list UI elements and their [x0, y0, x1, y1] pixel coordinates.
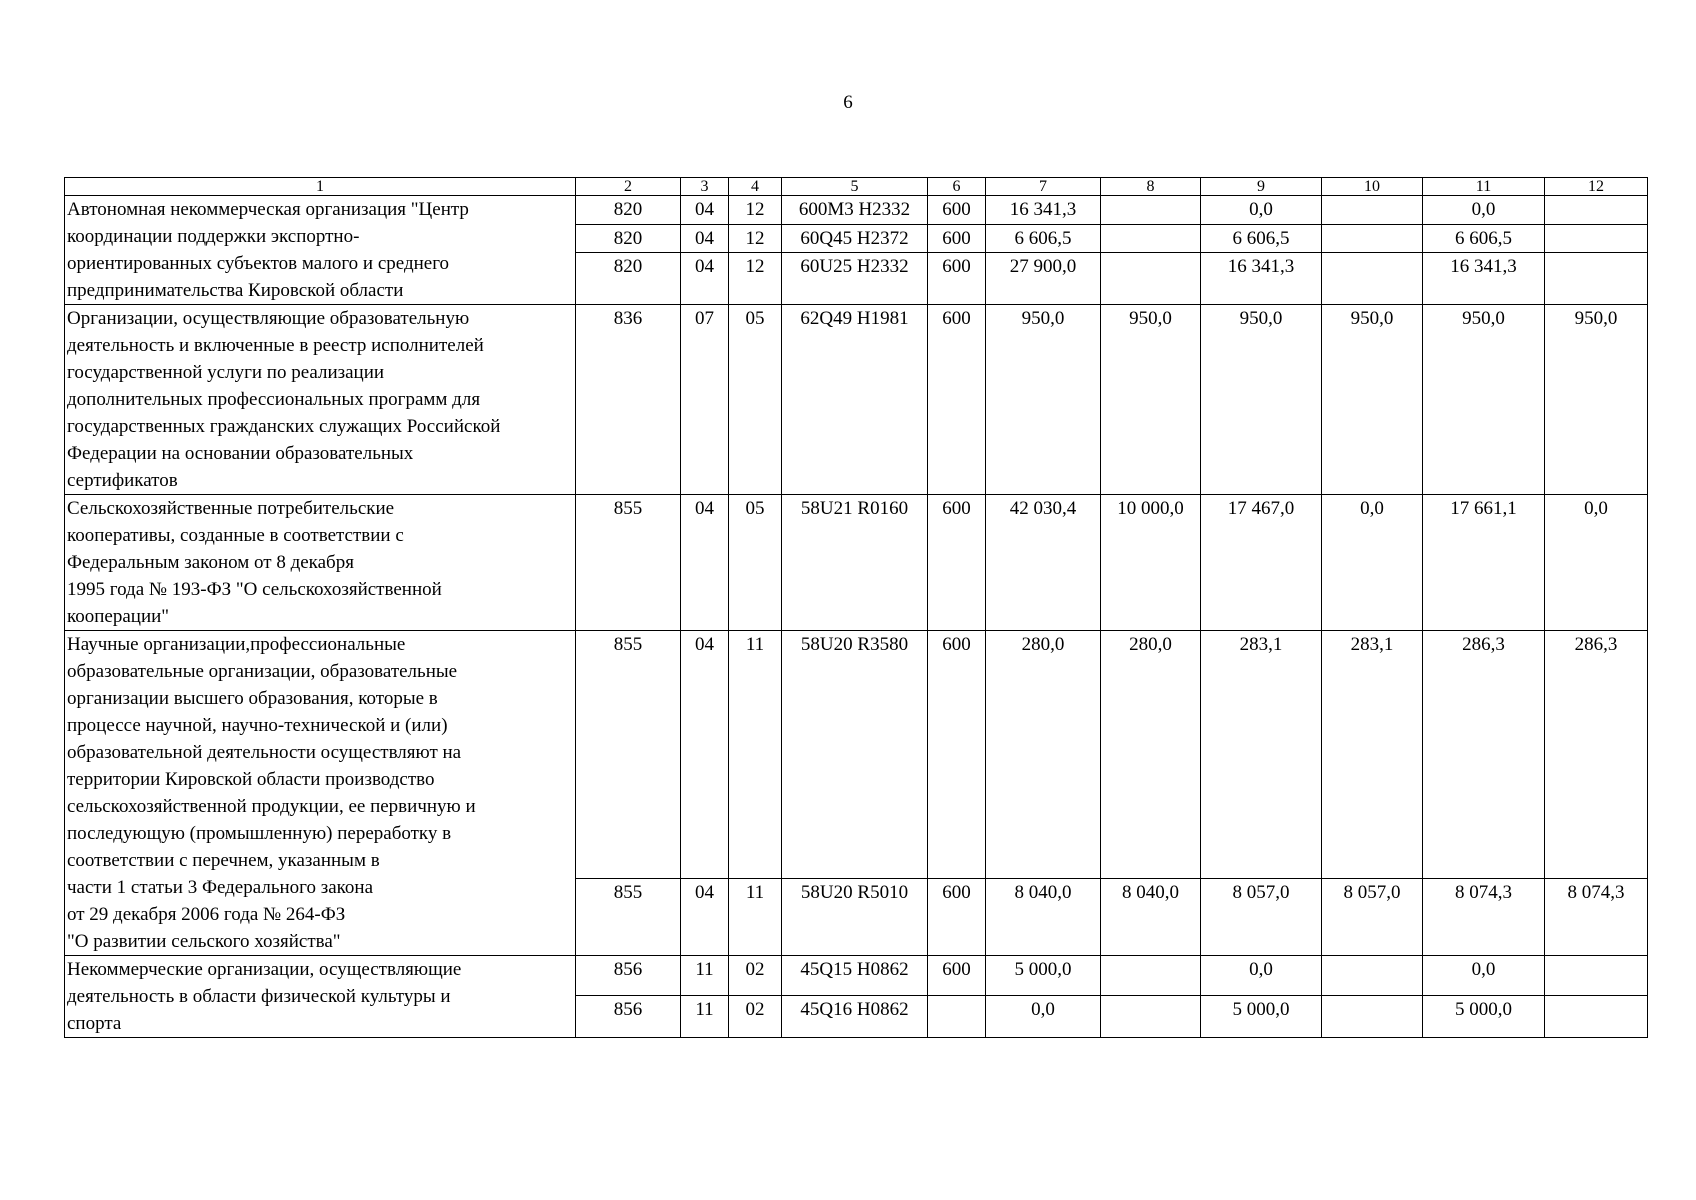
organization-line: последующую (промышленную) переработку в — [67, 823, 452, 844]
table-cell-col-12: 0,0 — [1545, 495, 1648, 631]
organization-line: деятельность и включенные в реестр исполнителей — [67, 335, 484, 356]
table-cell-col-11: 6 606,5 — [1423, 224, 1545, 253]
table-cell-col-10 — [1322, 196, 1423, 225]
organization-line: государственной услуги по реализации — [67, 362, 385, 383]
table-cell-col-2: 856 — [576, 956, 681, 996]
organization-line: координации поддержки экспортно- — [67, 226, 360, 247]
table-cell-col-9: 17 467,0 — [1201, 495, 1322, 631]
table-cell-col-10: 950,0 — [1322, 305, 1423, 495]
table-cell-col-9: 16 341,3 — [1201, 253, 1322, 305]
table-cell-col-12 — [1545, 196, 1648, 225]
column-header: 2 — [576, 178, 681, 196]
table-row — [65, 495, 1648, 631]
table-cell-col-11: 8 074,3 — [1423, 879, 1545, 956]
organization-line: кооперации" — [67, 606, 170, 627]
table-cell-col-3: 04 — [681, 224, 729, 253]
table-cell-col-4: 11 — [729, 631, 782, 879]
table-cell-col-2: 820 — [576, 196, 681, 225]
table-cell-col-4: 12 — [729, 253, 782, 305]
table-cell-col-5: 62Q49 Н1981 — [782, 305, 928, 495]
table-cell-col-4: 02 — [729, 995, 782, 1037]
table-cell-col-4: 05 — [729, 495, 782, 631]
table-cell-col-6: 600 — [928, 224, 986, 253]
organization-line: Федеральным законом от 8 декабря — [67, 552, 354, 573]
table-cell-col-10 — [1322, 995, 1423, 1037]
organization-line: "О развитии сельского хозяйства" — [67, 931, 341, 952]
table-cell-col-6: 600 — [928, 253, 986, 305]
table-cell-col-3: 11 — [681, 995, 729, 1037]
table-cell-col-9: 8 057,0 — [1201, 879, 1322, 956]
table-cell-col-4: 05 — [729, 305, 782, 495]
table-cell-col-9: 0,0 — [1201, 196, 1322, 225]
organization-cell — [65, 631, 576, 956]
organization-line: ориентированных субъектов малого и среднего — [67, 253, 450, 274]
table-cell-col-6: 600 — [928, 631, 986, 879]
column-header: 1 — [65, 178, 576, 196]
table-cell-col-11: 950,0 — [1423, 305, 1545, 495]
table-cell-col-6: 600 — [928, 495, 986, 631]
organization-line: части 1 статьи 3 Федерального закона — [67, 877, 374, 898]
table-cell-col-6: 600 — [928, 305, 986, 495]
organization-cell — [65, 495, 576, 631]
table-cell-col-2: 820 — [576, 253, 681, 305]
table-cell-col-4: 02 — [729, 956, 782, 996]
table-cell-col-8 — [1101, 253, 1201, 305]
table-cell-col-7: 280,0 — [986, 631, 1101, 879]
organization-line: от 29 декабря 2006 года № 264-ФЗ — [67, 904, 346, 925]
organization-line: спорта — [67, 1013, 122, 1034]
table-row — [65, 196, 1648, 225]
table-cell-col-3: 04 — [681, 879, 729, 956]
table-cell-col-3: 04 — [681, 196, 729, 225]
table-cell-col-11: 16 341,3 — [1423, 253, 1545, 305]
table-cell-col-3: 04 — [681, 253, 729, 305]
table-cell-col-7: 950,0 — [986, 305, 1101, 495]
table-cell-col-11: 0,0 — [1423, 196, 1545, 225]
column-header: 7 — [986, 178, 1101, 196]
column-header: 10 — [1322, 178, 1423, 196]
table-row — [65, 305, 1648, 495]
column-header: 9 — [1201, 178, 1322, 196]
organization-line: соответствии с перечнем, указанным в — [67, 850, 380, 871]
table-cell-col-6: 600 — [928, 879, 986, 956]
table-cell-col-12 — [1545, 995, 1648, 1037]
table-cell-col-8 — [1101, 224, 1201, 253]
table-cell-col-3: 04 — [681, 631, 729, 879]
table-cell-col-12 — [1545, 956, 1648, 996]
table-cell-col-8 — [1101, 995, 1201, 1037]
table-cell-col-7: 42 030,4 — [986, 495, 1101, 631]
organization-line: образовательной деятельности осуществляют на — [67, 742, 462, 763]
table-cell-col-11: 286,3 — [1423, 631, 1545, 879]
table-cell-col-10 — [1322, 253, 1423, 305]
table-row — [65, 631, 1648, 879]
table-cell-col-12: 950,0 — [1545, 305, 1648, 495]
table-cell-col-11: 0,0 — [1423, 956, 1545, 996]
table-cell-col-8: 280,0 — [1101, 631, 1201, 879]
table-cell-col-5: 58U21 R0160 — [782, 495, 928, 631]
organization-line: Организации, осуществляющие образовательную — [67, 308, 470, 329]
table-cell-col-5: 58U20 R5010 — [782, 879, 928, 956]
budget-table — [64, 177, 1648, 1038]
table-cell-col-7: 8 040,0 — [986, 879, 1101, 956]
table-cell-col-5: 600М3 Н2332 — [782, 196, 928, 225]
table-cell-col-9: 5 000,0 — [1201, 995, 1322, 1037]
table-cell-col-5: 60Q45 Н2372 — [782, 224, 928, 253]
table-body — [65, 178, 1648, 1038]
organization-line: Сельскохозяйственные потребительские — [67, 498, 395, 519]
table-row — [65, 956, 1648, 996]
table-cell-col-7: 0,0 — [986, 995, 1101, 1037]
table-cell-col-2: 820 — [576, 224, 681, 253]
organization-cell — [65, 956, 576, 1038]
organization-line: процессе научной, научно-технической и (или) — [67, 715, 448, 736]
table-cell-col-3: 11 — [681, 956, 729, 996]
table-cell-col-11: 5 000,0 — [1423, 995, 1545, 1037]
organization-line: сертификатов — [67, 470, 178, 491]
table-cell-col-6 — [928, 995, 986, 1037]
header-row — [65, 178, 1648, 196]
table-cell-col-4: 11 — [729, 879, 782, 956]
table-cell-col-8: 8 040,0 — [1101, 879, 1201, 956]
table-cell-col-7: 16 341,3 — [986, 196, 1101, 225]
organization-cell — [65, 196, 576, 305]
table-cell-col-9: 6 606,5 — [1201, 224, 1322, 253]
column-header: 4 — [729, 178, 782, 196]
table-cell-col-4: 12 — [729, 224, 782, 253]
table-cell-col-12: 286,3 — [1545, 631, 1648, 879]
table-cell-col-9: 950,0 — [1201, 305, 1322, 495]
table-cell-col-10 — [1322, 956, 1423, 996]
organization-line: образовательные организации, образовательные — [67, 661, 458, 682]
organization-line: государственных гражданских служащих Российской — [67, 416, 501, 437]
organization-line: сельскохозяйственной продукции, ее первичную и — [67, 796, 476, 817]
table-cell-col-6: 600 — [928, 196, 986, 225]
table-cell-col-10: 283,1 — [1322, 631, 1423, 879]
table-cell-col-5: 45Q15 Н0862 — [782, 956, 928, 996]
table-cell-col-5: 60U25 Н2332 — [782, 253, 928, 305]
organization-line: предпринимательства Кировской области — [67, 280, 404, 301]
column-header: 8 — [1101, 178, 1201, 196]
organization-line: кооперативы, созданные в соответствии с — [67, 525, 404, 546]
column-header: 6 — [928, 178, 986, 196]
column-header: 11 — [1423, 178, 1545, 196]
table-cell-col-8: 950,0 — [1101, 305, 1201, 495]
table-cell-col-2: 855 — [576, 631, 681, 879]
table-cell-col-10: 8 057,0 — [1322, 879, 1423, 956]
table-cell-col-11: 17 661,1 — [1423, 495, 1545, 631]
table-cell-col-7: 5 000,0 — [986, 956, 1101, 996]
table-cell-col-10 — [1322, 224, 1423, 253]
table-cell-col-12 — [1545, 253, 1648, 305]
table-cell-col-7: 6 606,5 — [986, 224, 1101, 253]
table-cell-col-8 — [1101, 956, 1201, 996]
organization-line: организации высшего образования, которые в — [67, 688, 438, 709]
organization-line: дополнительных профессиональных программ для — [67, 389, 481, 410]
organization-line: деятельность в области физической культуры и — [67, 986, 451, 1007]
table-cell-col-12: 8 074,3 — [1545, 879, 1648, 956]
table-cell-col-5: 58U20 R3580 — [782, 631, 928, 879]
organization-line: Федерации на основании образовательных — [67, 443, 414, 464]
table-cell-col-2: 855 — [576, 879, 681, 956]
table-cell-col-9: 283,1 — [1201, 631, 1322, 879]
page-number: 6 — [843, 92, 853, 113]
table-cell-col-3: 04 — [681, 495, 729, 631]
table-cell-col-4: 12 — [729, 196, 782, 225]
table-cell-col-8: 10 000,0 — [1101, 495, 1201, 631]
organization-cell — [65, 305, 576, 495]
table-cell-col-3: 07 — [681, 305, 729, 495]
table-cell-col-7: 27 900,0 — [986, 253, 1101, 305]
organization-line: Научные организации,профессиональные — [67, 634, 406, 655]
table-cell-col-9: 0,0 — [1201, 956, 1322, 996]
table-cell-col-2: 856 — [576, 995, 681, 1037]
organization-line: 1995 года № 193-ФЗ "О сельскохозяйственной — [67, 579, 442, 600]
table-cell-col-2: 855 — [576, 495, 681, 631]
table-cell-col-6: 600 — [928, 956, 986, 996]
organization-line: Некоммерческие организации, осуществляющие — [67, 959, 462, 980]
column-header: 5 — [782, 178, 928, 196]
table-cell-col-5: 45Q16 Н0862 — [782, 995, 928, 1037]
table-cell-col-10: 0,0 — [1322, 495, 1423, 631]
column-header: 3 — [681, 178, 729, 196]
organization-line: территории Кировской области производство — [67, 769, 435, 790]
organization-line: Автономная некоммерческая организация "Центр — [67, 199, 469, 220]
column-header: 12 — [1545, 178, 1648, 196]
table-cell-col-8 — [1101, 196, 1201, 225]
table-cell-col-2: 836 — [576, 305, 681, 495]
table-cell-col-12 — [1545, 224, 1648, 253]
